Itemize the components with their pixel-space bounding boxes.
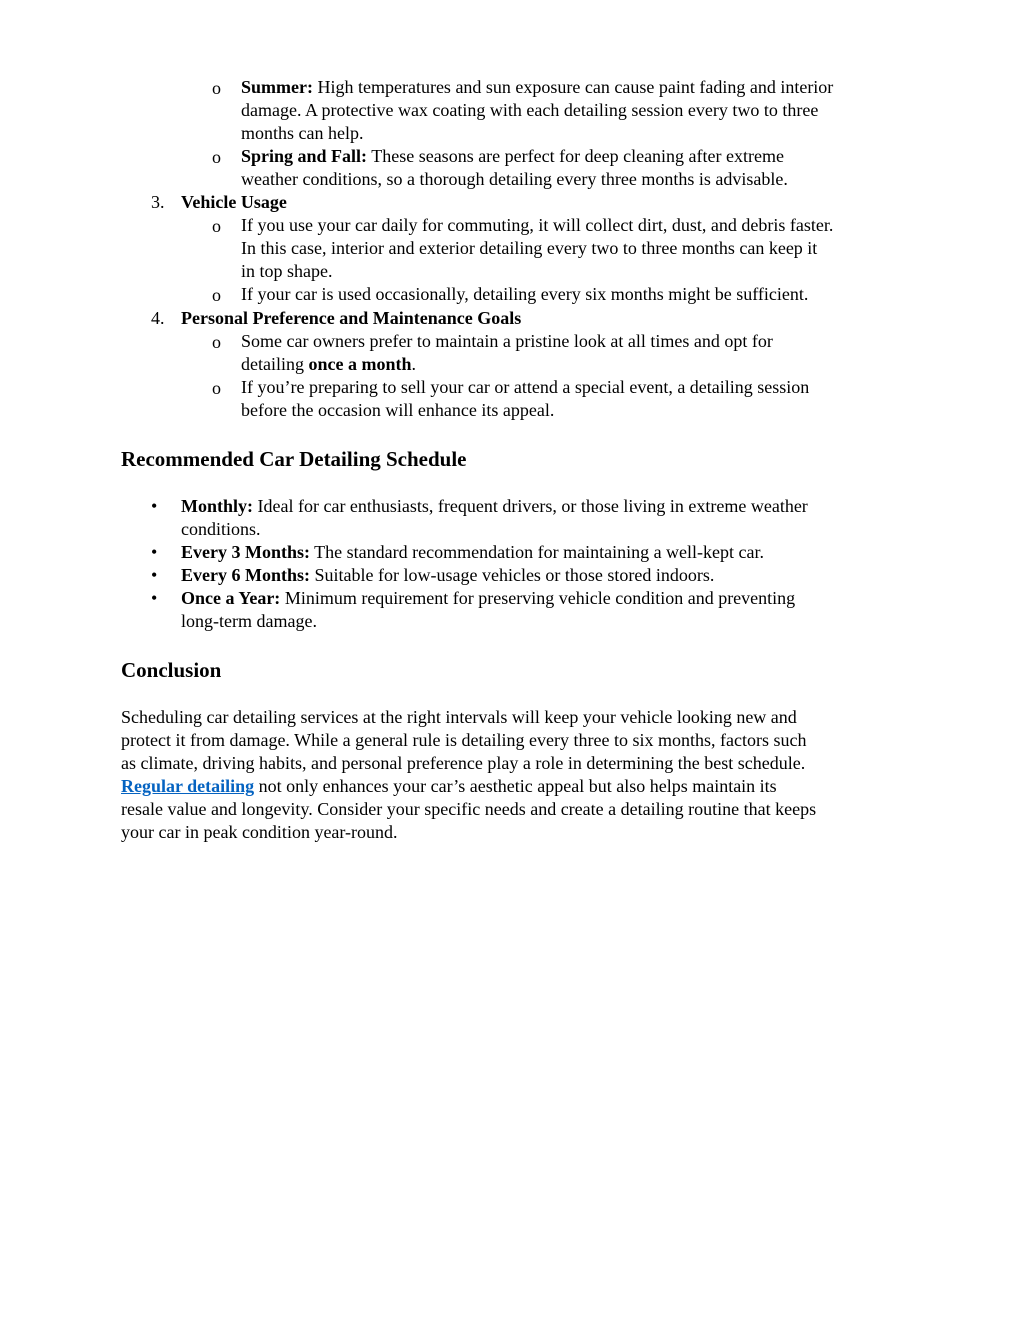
list-number: 4.: [151, 308, 165, 328]
vehicle-usage-sub1-line-2: In this case, interior and exterior detailing every two to three months can keep it: [241, 238, 818, 258]
schedule-item-text: Minimum requirement for preserving vehicle condition and preventing: [280, 588, 796, 608]
summer-line-2: damage. A protective wax coating with each detailing session every two to three: [241, 100, 819, 120]
schedule-item-label: Every 6 Months:: [181, 565, 310, 585]
sub-bullet-marker: o: [212, 147, 221, 167]
vehicle-usage-sub1-line-3: in top shape.: [241, 261, 333, 281]
sub-bullet-marker: o: [212, 285, 221, 305]
schedule-item-text: The standard recommendation for maintaining a well-kept car.: [310, 542, 765, 562]
schedule-item-once-a-year-line-2: long-term damage.: [181, 611, 317, 631]
bullet-marker: •: [151, 565, 158, 585]
personal-preference-sub1-line-2: [241, 353, 416, 376]
text-run: .: [411, 354, 416, 374]
personal-preference-title: Personal Preference and Maintenance Goals: [181, 308, 522, 328]
schedule-item-label: Monthly:: [181, 496, 253, 516]
conclusion-line-5: resale value and longevity. Consider your specific needs and create a detailing routine that keeps: [121, 799, 817, 819]
once-a-month-emphasis: once a month: [308, 354, 412, 374]
conclusion-line-4: [121, 775, 777, 798]
text-run: not only enhances your car’s aesthetic appeal but also helps maintain its: [254, 776, 777, 796]
spring-fall-line-2: weather conditions, so a thorough detailing every three months is advisable.: [241, 169, 788, 189]
schedule-item-text: Ideal for car enthusiasts, frequent drivers, or those living in extreme weather: [253, 496, 808, 516]
schedule-item-monthly-line-1: [181, 495, 808, 518]
spring-fall-line-1: [241, 145, 784, 168]
conclusion-line-2: protect it from damage. While a general rule is detailing every three to six months, factors such: [121, 730, 807, 750]
vehicle-usage-sub1-line-1: If you use your car daily for commuting, it will collect dirt, dust, and debris faster.: [241, 215, 834, 235]
schedule-item-monthly-line-2: conditions.: [181, 519, 261, 539]
sub-bullet-marker: o: [212, 216, 221, 236]
conclusion-line-6: your car in peak condition year-round.: [121, 822, 398, 842]
spring-fall-text: These seasons are perfect for deep cleaning after extreme: [367, 146, 784, 166]
bullet-marker: •: [151, 496, 158, 516]
schedule-item-text: Suitable for low-usage vehicles or those stored indoors.: [310, 565, 715, 585]
conclusion-line-3: as climate, driving habits, and personal preference play a role in determining the best schedule.: [121, 753, 806, 773]
schedule-heading: Recommended Car Detailing Schedule: [121, 447, 467, 471]
sub-bullet-marker: o: [212, 78, 221, 98]
schedule-item-label: Every 3 Months:: [181, 542, 310, 562]
schedule-item-3-months: [181, 541, 764, 564]
summer-text: High temperatures and sun exposure can cause paint fading and interior: [312, 77, 834, 97]
vehicle-usage-title: Vehicle Usage: [181, 192, 287, 212]
conclusion-heading: Conclusion: [121, 658, 222, 682]
summer-label: Summer:: [241, 77, 313, 97]
personal-preference-sub1-line-1: Some car owners prefer to maintain a pristine look at all times and opt for: [241, 331, 773, 351]
spring-fall-label: Spring and Fall:: [241, 146, 368, 166]
schedule-item-6-months: [181, 564, 714, 587]
schedule-item-once-a-year-line-1: [181, 587, 795, 610]
conclusion-line-1: Scheduling car detailing services at the right intervals will keep your vehicle looking new and: [121, 707, 797, 727]
sub-bullet-marker: o: [212, 332, 221, 352]
text-run: detailing: [241, 354, 309, 374]
list-number: 3.: [151, 192, 165, 212]
personal-preference-sub2-line-2: before the occasion will enhance its appeal.: [241, 400, 555, 420]
bullet-marker: •: [151, 588, 158, 608]
regular-detailing-link[interactable]: Regular detailing: [121, 776, 255, 796]
bullet-marker: •: [151, 542, 158, 562]
schedule-item-label: Once a Year:: [181, 588, 281, 608]
summer-line-1: [241, 76, 833, 99]
personal-preference-sub2-line-1: If you’re preparing to sell your car or attend a special event, a detailing session: [241, 377, 810, 397]
summer-line-3: months can help.: [241, 123, 364, 143]
sub-bullet-marker: o: [212, 378, 221, 398]
vehicle-usage-sub2-line-1: If your car is used occasionally, detailing every six months might be sufficient.: [241, 284, 809, 304]
